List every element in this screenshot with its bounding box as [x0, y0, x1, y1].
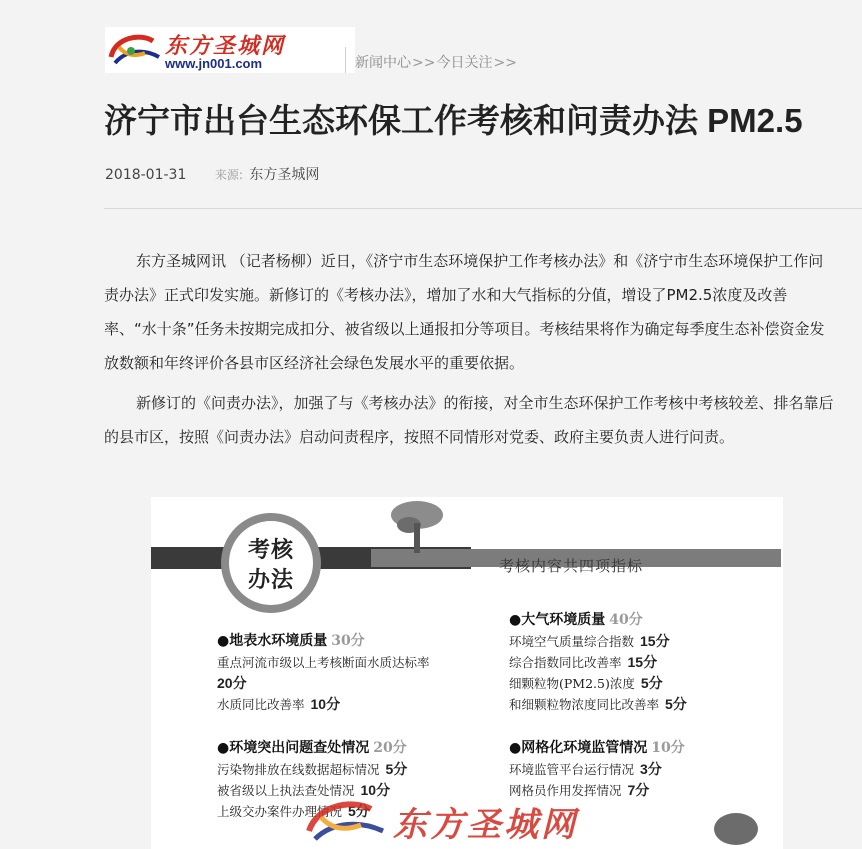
- header-divider: [345, 47, 346, 73]
- circle-title-line: 办法: [247, 567, 294, 593]
- logo-url: www.jn001.com: [165, 56, 263, 71]
- logo-text: 东方圣城网: [165, 33, 286, 59]
- indicator-points: 30分: [331, 633, 365, 649]
- source-label: 来源:: [214, 168, 243, 182]
- indicator-row: 被省级以上执法查处情况 10分: [217, 782, 391, 798]
- indicator-row: 综合指数同比改善率 15分: [509, 654, 658, 670]
- circle-title-line: 考核: [247, 537, 294, 563]
- article-title: 济宁市出台生态环保工作考核和问责办法 PM2.5: [104, 102, 803, 139]
- watermark-text: 东方圣城网: [393, 805, 578, 845]
- breadcrumb-separator: >>: [493, 55, 517, 71]
- article-source: 东方圣城网: [249, 167, 320, 183]
- watermark: [301, 791, 641, 849]
- indicator-title: ●网格化环境监管情况: [509, 740, 648, 756]
- indicator-title: ●地表水环境质量: [217, 633, 328, 649]
- article-meta: [105, 164, 319, 184]
- indicator-row: 网格员作用发挥情况 7分: [509, 782, 650, 798]
- indicator-water: [217, 630, 430, 715]
- indicator-row: 细颗粒物(PM2.5)浓度 5分: [509, 675, 663, 691]
- breadcrumb-today-focus[interactable]: 今日关注: [436, 55, 493, 71]
- article-paragraph: 东方圣城网讯 （记者杨柳）近日，《济宁市生态环境保护工作考核办法》和《济宁市生态环境保护工作问责办法》正式印发实施。新修订的《考核办法》，增加了水和大气指标的分值，增设了PM2.5浓度及改善率、“水十条”任务未按期完成扣分、被省级以上通报扣分等项目。考核结果将作为确定每季度生态补偿资金发放数额和年终评价各县市区经济社会绿色发展水平的重要依据。: [104, 252, 825, 372]
- article-paragraph: 新修订的《问责办法》，加强了与《考核办法》的衔接，对全市生态环保护工作考核中考核较差、排名靠后的县市区，按照《问责办法》启动问责程序，按照不同情形对党委、政府主要负责人进行问责。: [104, 394, 834, 446]
- tree-icon: [387, 497, 447, 557]
- breadcrumb-news-center[interactable]: 新闻中心: [355, 55, 411, 71]
- indicator-row: 和细颗粒物浓度同比改善率 5分: [509, 696, 687, 712]
- indicator-row: 环境监管平台运行情况 3分: [509, 761, 662, 777]
- watermark-swirl-icon: [301, 791, 391, 849]
- indicator-points: 20分: [373, 740, 407, 756]
- indicator-row: 环境空气质量综合指数 15分: [509, 633, 670, 649]
- indicator-title: ●大气环境质量: [509, 612, 606, 628]
- infographic-image: [151, 497, 783, 849]
- breadcrumb-separator: >>: [412, 55, 436, 71]
- indicator-title: ●环境突出问题查处情况: [217, 740, 370, 756]
- tree-icon: [711, 809, 761, 849]
- breadcrumb: [355, 52, 518, 72]
- site-logo[interactable]: [105, 27, 355, 73]
- infographic-circle-title: [229, 535, 313, 595]
- indicator-points: 10分: [651, 740, 685, 756]
- indicator-air: [509, 609, 687, 715]
- indicator-points: 40分: [609, 612, 643, 628]
- indicator-row: 上级交办案件办理情况 5分: [217, 803, 370, 819]
- indicator-row: 重点河流市级以上考核断面水质达标率: [217, 655, 430, 670]
- infographic-subhead: 考核内容共四项指标: [499, 557, 644, 575]
- article-body: [104, 244, 834, 460]
- article-date: 2018-01-31: [105, 167, 187, 183]
- logo-swirl-icon: [105, 27, 165, 73]
- title-divider: [104, 208, 862, 209]
- indicator-row: 污染物排放在线数据超标情况 5分: [217, 761, 408, 777]
- indicator-row: 20分: [217, 675, 247, 691]
- indicator-row: 水质同比改善率 10分: [217, 696, 341, 712]
